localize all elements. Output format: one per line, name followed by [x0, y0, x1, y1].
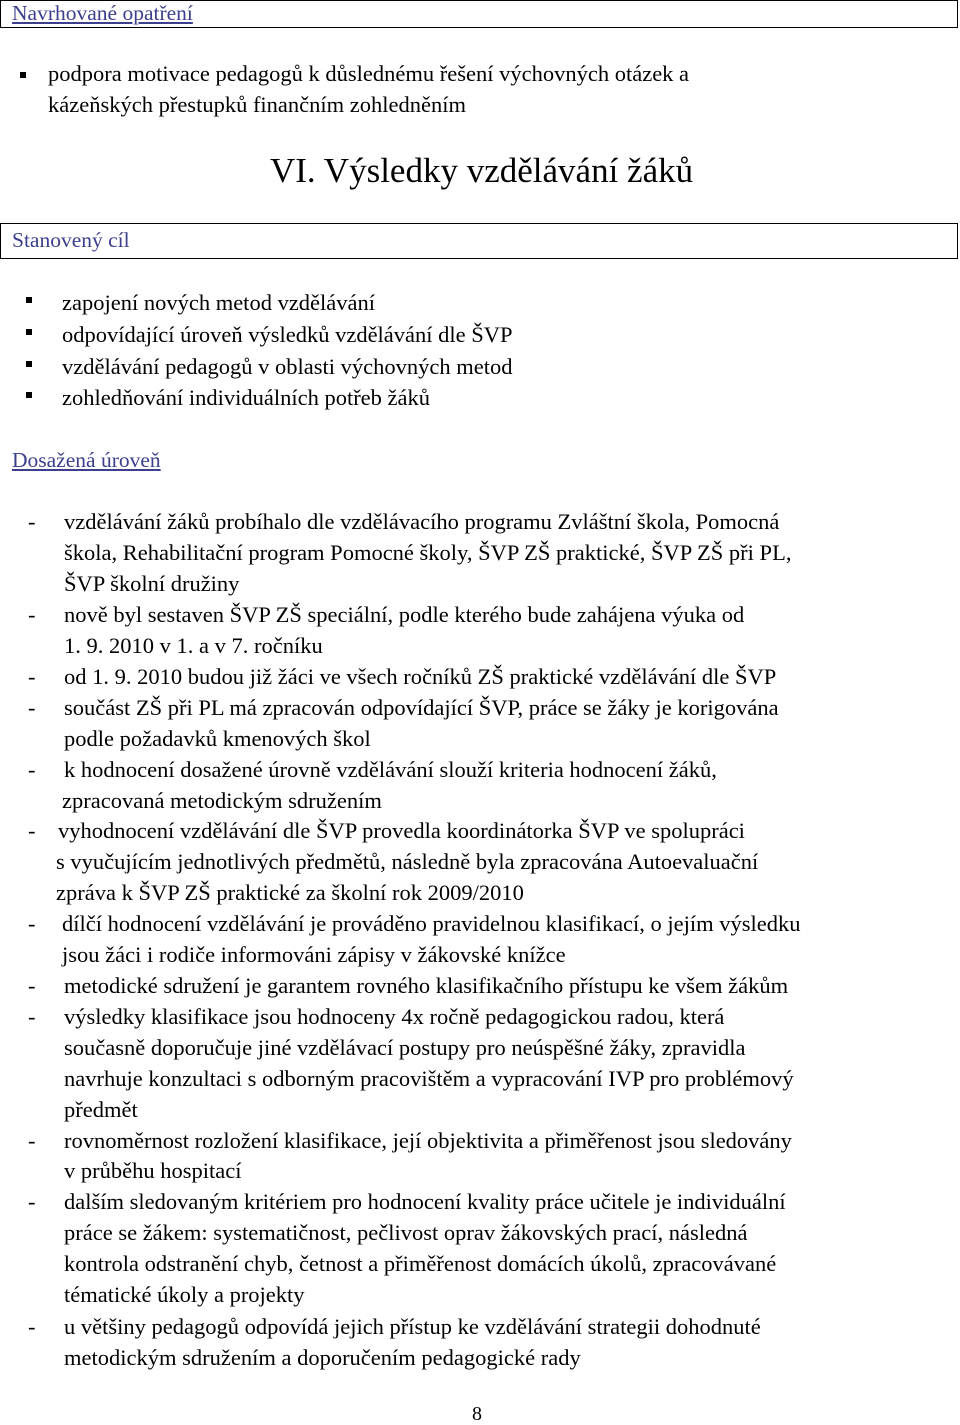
dash-marker: -: [28, 973, 36, 998]
page-number: 8: [472, 1403, 482, 1425]
level-line: k hodnocení dosažené úrovně vzdělávání slouží kriteria hodnocení žáků,: [64, 757, 717, 782]
level-line: současně doporučuje jiné vzdělávací postupy pro neúspěšné žáky, zpravidla: [64, 1035, 746, 1060]
bullet-square-icon: [26, 392, 32, 398]
dash-marker: -: [28, 509, 36, 534]
level-line: 1. 9. 2010 v 1. a v 7. ročníku: [64, 633, 323, 658]
bullet-square-icon: [20, 72, 26, 78]
level-line: v průběhu hospitací: [64, 1158, 242, 1183]
dash-marker: -: [28, 1004, 36, 1029]
dash-marker: -: [28, 664, 36, 689]
bullet-text-cont: kázeňských přestupků finančním zohledněním: [48, 92, 466, 117]
level-line: zpráva k ŠVP ZŠ praktické za školní rok 2009/2010: [56, 880, 524, 905]
level-line: u většiny pedagogů odpovídá jejich přístup ke vzdělávání strategii dohodnuté: [64, 1314, 761, 1339]
level-line: výsledky klasifikace jsou hodnoceny 4x ročně pedagogickou radou, která: [64, 1004, 725, 1029]
level-line: práce se žákem: systematičnost, pečlivost oprav žákovských prací, následná: [64, 1220, 748, 1245]
dash-marker: -: [28, 1128, 36, 1153]
level-line: předmět: [64, 1097, 138, 1122]
section-heading-stanoveny: Stanovený cíl: [12, 228, 130, 252]
level-line: dalším sledovaným kritériem pro hodnocení kvality práce učitele je individuální: [64, 1189, 786, 1214]
dash-marker: -: [28, 1189, 36, 1214]
bullet-square-icon: [26, 297, 32, 303]
level-line: zpracovaná metodickým sdružením: [62, 788, 382, 813]
level-line: nově byl sestaven ŠVP ZŠ speciální, podle kterého bude zahájena výuka od: [64, 602, 745, 627]
level-line: metodické sdružení je garantem rovného klasifikačního přístupu ke všem žákům: [64, 973, 789, 998]
level-line: od 1. 9. 2010 budou již žáci ve všech ročníků ZŠ praktické vzdělávání dle ŠVP: [64, 664, 777, 689]
dash-marker: -: [28, 1314, 36, 1339]
section-heading-dosazena: Dosažená úroveň: [12, 448, 161, 472]
dash-marker: -: [28, 911, 36, 936]
dash-marker: -: [28, 695, 36, 720]
level-line: součást ZŠ při PL má zpracován odpovídající ŠVP, práce se žáky je korigována: [64, 695, 779, 720]
goal-item: odpovídající úroveň výsledků vzdělávání dle ŠVP: [62, 322, 513, 347]
dash-marker: -: [28, 757, 36, 782]
level-line: ŠVP školní družiny: [64, 571, 240, 596]
bullet-text: podpora motivace pedagogů k důslednému řešení výchovných otázek a: [48, 61, 690, 86]
level-line: rovnoměrnost rozložení klasifikace, její objektivita a přiměřenost jsou sledovány: [64, 1128, 792, 1153]
dash-marker: -: [28, 818, 36, 843]
level-line: vyhodnocení vzdělávání dle ŠVP provedla koordinátorka ŠVP ve spolupráci: [58, 818, 745, 843]
level-line: navrhuje konzultaci s odborným pracovištěm a vypracování IVP pro problémový: [64, 1066, 794, 1091]
section-heading-navrhovane: Navrhované opatření: [12, 1, 193, 25]
goal-item: zohledňování individuálních potřeb žáků: [62, 385, 431, 410]
bullet-square-icon: [26, 361, 32, 367]
level-line: kontrola odstranění chyb, četnost a přiměřenost domácích úkolů, zpracovávané: [64, 1251, 777, 1276]
level-line: dílčí hodnocení vzdělávání je prováděno pravidelnou klasifikací, o jejím výsledku: [62, 911, 801, 936]
level-line: tématické úkoly a projekty: [64, 1282, 305, 1307]
goal-item: zapojení nových metod vzdělávání: [62, 290, 376, 315]
chapter-title: VI. Výsledky vzdělávání žáků: [270, 151, 694, 190]
goal-item: vzdělávání pedagogů v oblasti výchovných metod: [62, 354, 513, 379]
level-line: metodickým sdružením a doporučením pedagogické rady: [64, 1345, 581, 1370]
heading-box-stanoveny: [0, 223, 958, 259]
level-line: podle požadavků kmenových škol: [64, 726, 371, 751]
bullet-square-icon: [26, 329, 32, 335]
level-line: vzdělávání žáků probíhalo dle vzdělávacího programu Zvláštní škola, Pomocná: [64, 509, 780, 534]
level-line: s vyučujícím jednotlivých předmětů, následně byla zpracována Autoevaluační: [56, 849, 759, 874]
dash-marker: -: [28, 602, 36, 627]
level-line: škola, Rehabilitační program Pomocné školy, ŠVP ZŠ praktické, ŠVP ZŠ při PL,: [64, 540, 792, 565]
level-line: jsou žáci i rodiče informováni zápisy v žákovské knížce: [62, 942, 566, 967]
